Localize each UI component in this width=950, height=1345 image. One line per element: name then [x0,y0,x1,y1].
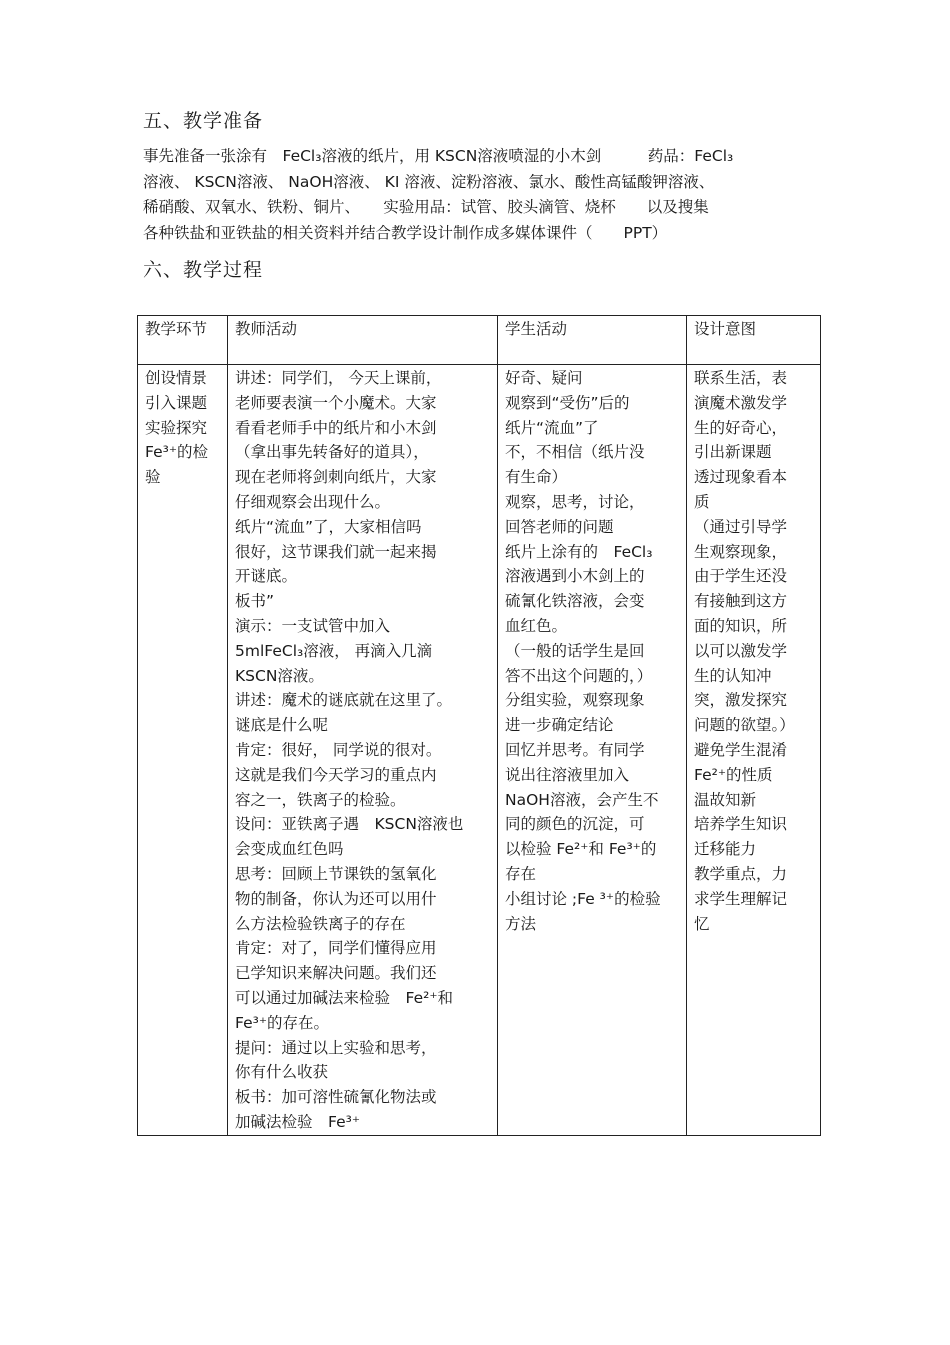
cell-line: 硫氰化铁溶液，会变 [505,592,645,611]
cell-line: 已学知识来解决问题。我们还 [235,964,437,983]
cell-line: 观察到“受伤”后的 [505,393,630,412]
cell-line: 方法 [505,914,537,933]
cell-line: 谜底是什么呢 [235,716,329,735]
cell-line: 讲述：同学们， 今天上课前， [235,369,442,387]
student-activity-cell [498,365,687,1136]
stage-cell [138,365,228,1136]
cell-line: 以检验 Fe²⁺和 Fe³⁺的 [505,840,657,859]
cell-line: 存在 [505,864,537,883]
cell-line: 现在老师将剑刺向纸片，大家 [235,468,437,487]
cell-line: 提问：通过以上实验和思考， [235,1038,437,1057]
cell-line: NaOH溶液，会产生不 [505,790,659,809]
cell-line: 会变成血红色吗 [235,840,344,859]
cell-line: 可以通过加碱法来检验 Fe²⁺和 [235,988,453,1007]
cell-line: 创设情景 [145,369,208,387]
cell-line: 不，不相信（纸片没 [505,443,645,462]
cell-line: 由于学生还没 [694,567,788,586]
teacher-activity-cell [228,365,498,1136]
cell-line: 质 [694,492,710,511]
cell-line: （一般的话学生是回 [505,641,645,660]
cell-line: 分组实验，观察现象 [505,691,645,710]
cell-line: 观察，思考，讨论， [505,492,645,511]
cell-line: 生的认知冲 [694,666,772,685]
cell-line: 物的制备，你认为还可以用什 [235,889,437,908]
preparation-line: 事先准备一张涂有 FeCl₃溶液的纸片，用 KSCN溶液喷湿的小木剑 药品：FeCl₃ [143,147,734,165]
header-teacher-activity: 教师活动 [228,316,498,365]
cell-line: 回答老师的问题 [505,517,614,536]
cell-line: 这就是我们今天学习的重点内 [235,765,437,784]
cell-line: 问题的欲望。） [694,716,795,735]
cell-line: 讲述：魔术的谜底就在这里了。 [235,691,453,710]
cell-line: 老师要表演一个小魔术。大家 [235,393,437,412]
cell-line: 血红色。 [505,616,568,635]
cell-line: 引入课题 [145,393,208,412]
cell-line: 温故知新 [694,790,757,809]
preparation-line: 各种铁盐和亚铁盐的相关资料并结合教学设计制作成多媒体课件（ PPT） [143,223,668,242]
cell-line: 思考：回顾上节课铁的氢氧化 [235,864,437,883]
cell-line: 以可以激发学 [694,641,788,660]
design-intent-cell [687,365,821,1136]
cell-line: 面的知识，所 [694,616,788,635]
preparation-line: 稀硝酸、双氧水、铁粉、铜片、 实验用品：试管、胶头滴管、烧杯 以及搜集 [143,198,709,216]
cell-line: 容之一，铁离子的检验。 [235,790,406,809]
cell-line: 迁移能力 [694,840,757,859]
cell-line: 突，激发探究 [694,691,788,710]
cell-line: 纸片“流血”了 [505,418,599,437]
cell-line: 小组讨论 ;Fe ³⁺的检验 [505,889,661,908]
cell-line: 忆 [694,914,710,933]
cell-line: 同的颜色的沉淀，可 [505,815,645,834]
cell-line: 答不出这个问题的，） [505,666,653,685]
cell-line: 实验探究 [145,418,208,437]
header-student-activity: 学生活动 [498,316,687,365]
cell-line: 避免学生混淆 [694,740,788,759]
cell-line: 看看老师手中的纸片和小木剑 [235,418,437,437]
cell-line: 求学生理解记 [694,889,788,908]
cell-line: 联系生活，表 [694,369,788,387]
cell-line: Fe³⁺的检验 [145,443,208,487]
cell-line: 教学重点，力 [694,864,788,883]
section-6-heading: 六、教学过程 [143,259,264,281]
cell-line: 你有什么收获 [235,1063,329,1082]
cell-line: 回忆并思考。有同学 [505,740,645,759]
cell-line: 仔细观察会出现什么。 [235,492,391,511]
cell-line: 演示：一支试管中加入 [235,616,391,635]
section-5-heading: 五、教学准备 [143,110,264,132]
cell-line: 纸片上涂有的 FeCl₃ [505,542,653,561]
cell-line: 说出往溶液里加入 [505,765,630,784]
cell-line: 加碱法检验 Fe³⁺ [235,1112,360,1131]
cell-line: 有接触到这方 [694,592,788,611]
cell-line: 生观察现象， [694,542,788,561]
preparation-line: 溶液、 KSCN溶液、 NaOH溶液、 KI 溶液、淀粉溶液、氯水、酸性高锰酸钾溶液、 [143,172,715,191]
cell-line: 透过现象看本 [694,468,788,487]
cell-line: 进一步确定结论 [505,716,614,735]
cell-line: （通过引导学 [694,517,788,536]
cell-line: 板书：加可溶性硫氰化物法或 [235,1088,437,1107]
cell-line: 引出新课题 [694,443,772,462]
cell-line: 设问：亚铁离子遇 KSCN溶液也 [235,815,464,834]
cell-line: 很好，这节课我们就一起来揭 [235,542,437,561]
cell-line: 生的好奇心， [694,418,788,437]
cell-line: 纸片“流血”了，大家相信吗 [235,517,422,536]
header-design-intent: 设计意图 [687,316,821,365]
preparation-paragraph [143,144,823,246]
cell-line: 有生命） [505,468,568,487]
cell-line: 开谜底。 [235,567,298,586]
table-row [138,365,821,1136]
header-stage: 教学环节 [138,316,228,365]
cell-line: 演魔术激发学 [694,393,788,412]
cell-line: 板书” [235,592,275,611]
table-header-row [138,316,821,365]
cell-line: 5mlFeCl₃溶液， 再滴入几滴 [235,641,433,660]
cell-line: Fe³⁺的存在。 [235,1013,329,1032]
cell-line: 好奇、疑问 [505,369,583,387]
cell-line: 溶液遇到小木剑上的 [505,567,645,586]
cell-line: KSCN溶液。 [235,666,324,685]
cell-line: （拿出事先转备好的道具）， [235,443,429,462]
cell-line: 肯定：很好， 同学说的很对。 [235,740,442,759]
cell-line: 培养学生知识 [694,815,788,834]
cell-line: 么方法检验铁离子的存在 [235,914,406,933]
teaching-process-table [137,315,821,1136]
cell-line: Fe²⁺的性质 [694,765,773,784]
cell-line: 肯定：对了，同学们懂得应用 [235,939,437,958]
